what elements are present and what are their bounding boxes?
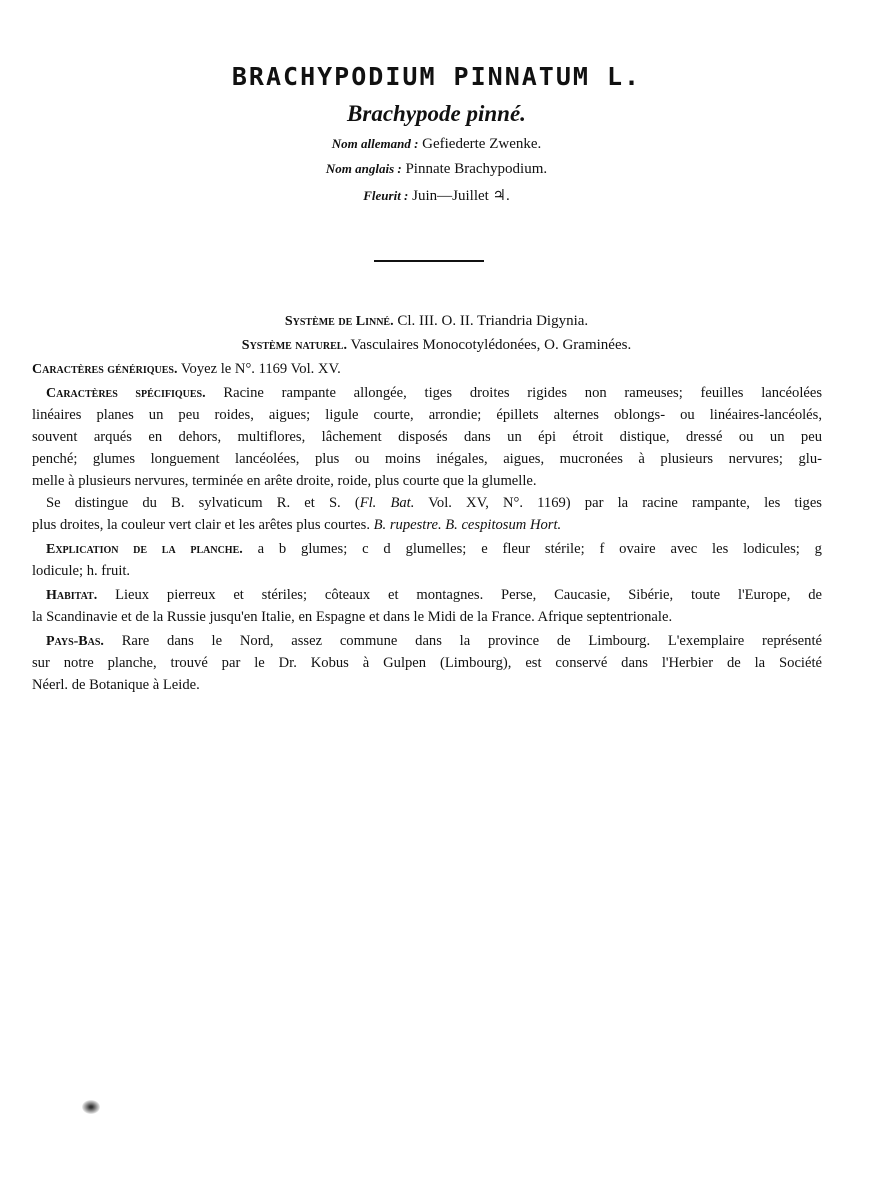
specific-characters-text-1: Racine rampante allongée, tiges droites rigides non rameuses; feuilles lancéolées xyxy=(223,385,822,401)
netherlands-label: Pays-Bas. xyxy=(46,634,104,649)
habitat-label: Habitat. xyxy=(46,588,98,603)
natural-system-text: Vasculaires Monocotylédonées, O. Graminées. xyxy=(350,337,632,353)
english-name-line xyxy=(0,161,873,178)
generic-characters-label: Caractères génériques. xyxy=(32,362,178,377)
specific-characters-line-5: melle à plusieurs nervures, terminée en arête droite, roide, plus courte que la glumelle. xyxy=(32,473,537,489)
plate-explanation-label: Explication de la planche. xyxy=(46,542,243,557)
linne-system-label: Système de Linné. xyxy=(284,314,394,329)
habitat-line-1 xyxy=(46,585,822,606)
flowering-key: Fleurit : xyxy=(363,188,409,203)
netherlands-line-2: sur notre planche, trouvé par le Dr. Kobus à Gulpen (Limbourg), est conservé dans l'Herbier de la Société xyxy=(32,655,822,671)
page-title: BRACHYPODIUM PINNATUM L. xyxy=(231,62,642,91)
german-name-line xyxy=(0,136,873,153)
specific-characters-line-4: penché; glumes longuement lancéolées, plus ou moins inégales, aigues, mucronées à plusieurs nervures; glu- xyxy=(32,451,822,467)
distinction-text-1b: Vol. XV, N°. 1169) par la racine rampante, les tiges xyxy=(428,495,822,511)
netherlands-text-1: Rare dans le Nord, assez commune dans la province de Limbourg. L'exemplaire représenté xyxy=(121,633,822,649)
distinction-line-1 xyxy=(46,493,822,513)
flowering-line xyxy=(0,186,873,205)
natural-system-label: Système naturel. xyxy=(241,338,347,353)
english-name-value: Pinnate Brachypodium. xyxy=(405,161,548,177)
natural-system-line xyxy=(0,337,873,354)
specific-characters-line-3: souvent arqués en dehors, multiflores, lâchement disposés dans un épi étroit distique, dressé ou un peu xyxy=(32,429,822,445)
specific-characters-line-1 xyxy=(46,383,822,404)
habitat-text-1: Lieux pierreux et stériles; côteaux et montagnes. Perse, Caucasie, Sibérie, toute l'Europe, de xyxy=(115,587,822,603)
flowering-value: Juin—Juillet ♃. xyxy=(412,188,510,204)
distinction-text-1a: Se distingue du B. sylvaticum R. et S. ( xyxy=(46,495,360,511)
english-name-key: Nom anglais : xyxy=(325,161,402,176)
synonyms: B. rupestre. B. cespitosum Hort. xyxy=(373,517,562,533)
netherlands-line-1 xyxy=(46,631,822,652)
plate-explanation-line-2: lodicule; h. fruit. xyxy=(32,563,131,579)
linne-system-text: Cl. III. O. II. Triandria Digynia. xyxy=(397,313,589,329)
generic-characters-line xyxy=(32,359,822,380)
plate-explanation-text-1: a b glumes; c d glumelles; e fleur stérile; f ovaire avec les lodicules; g xyxy=(257,541,822,557)
habitat-line-2: la Scandinavie et de la Russie jusqu'en Italie, en Espagne et dans le Midi de la France. Afrique septentrionale. xyxy=(32,609,673,625)
ink-smudge xyxy=(82,1100,100,1114)
divider-rule xyxy=(374,260,484,262)
flora-reference: Fl. Bat. xyxy=(359,495,415,511)
netherlands-line-3: Néerl. de Botanique à Leide. xyxy=(32,677,200,693)
distinction-line-2 xyxy=(32,515,822,535)
specific-characters-line-2: linéaires planes un peu roides, aigues; ligule courte, arrondie; épillets alternes oblongs- ou linéaires-lancéolés, xyxy=(32,407,822,423)
distinction-text-2: plus droites, la couleur vert clair et les arêtes plus courtes. xyxy=(32,517,370,533)
german-name-key: Nom allemand : xyxy=(331,136,419,151)
page-subtitle: Brachypode pinné. xyxy=(347,101,526,126)
linne-system-line xyxy=(0,313,873,330)
german-name-value: Gefiederte Zwenke. xyxy=(422,136,542,152)
plate-explanation-line-1 xyxy=(46,539,822,560)
generic-characters-text: Voyez le N°. 1169 Vol. XV. xyxy=(180,361,341,377)
specific-characters-label: Caractères spécifiques. xyxy=(46,386,206,401)
